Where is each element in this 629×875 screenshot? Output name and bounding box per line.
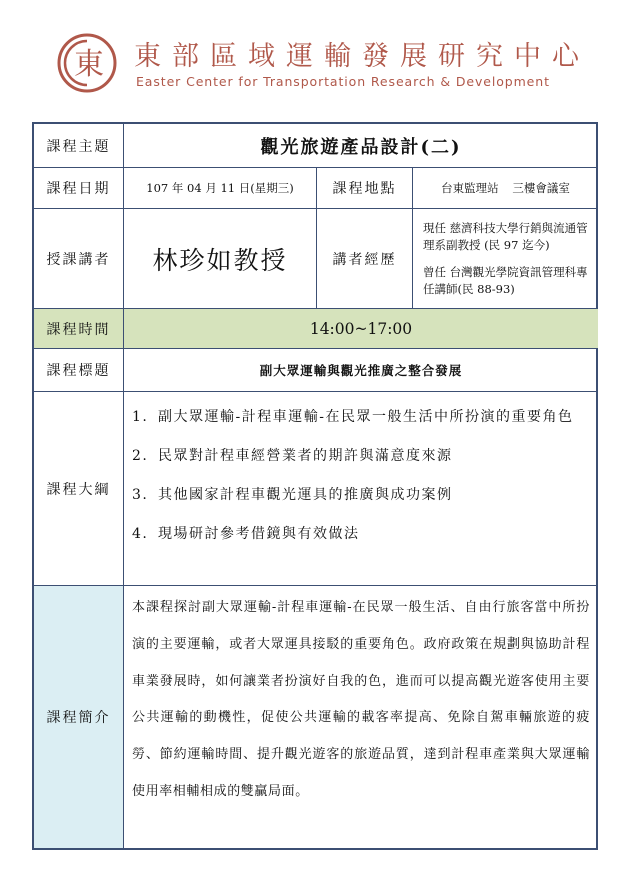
lecturer-label: 授課講者	[34, 209, 124, 309]
center-logo-icon	[56, 32, 118, 94]
outline-item: 4. 現場研討參考借鏡與有效做法	[132, 526, 360, 542]
course-time-value: 14:00~17:00	[124, 309, 598, 349]
course-info-table	[32, 122, 598, 850]
svg-text:東: 東	[74, 47, 104, 82]
course-location-label: 課程地點	[317, 168, 413, 209]
outline-item: 2. 民眾對計程車經營業者的期許與滿意度來源	[132, 448, 453, 464]
experience-label: 講者經歷	[317, 209, 413, 309]
experience-list	[413, 220, 598, 298]
course-date-label: 課程日期	[34, 168, 124, 209]
course-subject-label: 課程標題	[34, 349, 124, 392]
outline-item: 1. 副大眾運輸-計程車運輸-在民眾一般生活中所扮演的重要角色	[132, 409, 574, 425]
course-time-label: 課程時間	[34, 309, 124, 349]
course-intro-cell	[124, 586, 598, 848]
experience-item: 現任 慈濟科技大學行銷與流通管理系副教授 (民 97 迄今)	[423, 220, 588, 252]
outline-item: 3. 其他國家計程車觀光運具的推廣與成功案例	[132, 487, 453, 503]
experience-cell	[413, 209, 598, 309]
course-outline-cell	[124, 392, 598, 586]
course-outline-list	[124, 392, 579, 554]
course-intro-label: 課程簡介	[34, 586, 124, 848]
course-intro-text: 本課程探討副大眾運輸-計程車運輸-在民眾一般生活、自由行旅客當中所扮演的主要運輸，或者大眾運具接駁的重要角色。政府政策在規劃與協助計程車業發展時，如何讓業者扮演好自我的色，進而可以提高觀光遊客使用主要公共運輸的動機性，促使公共運輸的載客率提高、免除自駕車輛旅遊的疲勞、節約運輸時間、提升觀光遊客的旅遊品質，達到計程車產業與大眾運輸使用率相輔相成的雙贏局面。	[132, 600, 590, 799]
course-outline-label: 課程大綱	[34, 392, 124, 586]
org-name-english: Easter Center for Transportation Research & Development	[136, 74, 550, 89]
course-theme-label: 課程主題	[34, 124, 124, 168]
course-theme-value: 觀光旅遊產品設計(二)	[124, 124, 598, 168]
course-location-value: 台東監理站 三樓會議室	[413, 168, 598, 209]
page-header	[50, 28, 590, 104]
course-subject-value: 副大眾運輸與觀光推廣之整合發展	[124, 349, 598, 392]
lecturer-name: 林珍如教授	[124, 209, 317, 309]
org-name-chinese: 東部區域運輸發展研究中心	[134, 41, 590, 72]
course-date-value: 107 年 04 月 11 日(星期三)	[124, 168, 317, 209]
experience-item: 曾任 台灣觀光學院資訊管理科專任講師(民 88-93)	[423, 264, 588, 296]
